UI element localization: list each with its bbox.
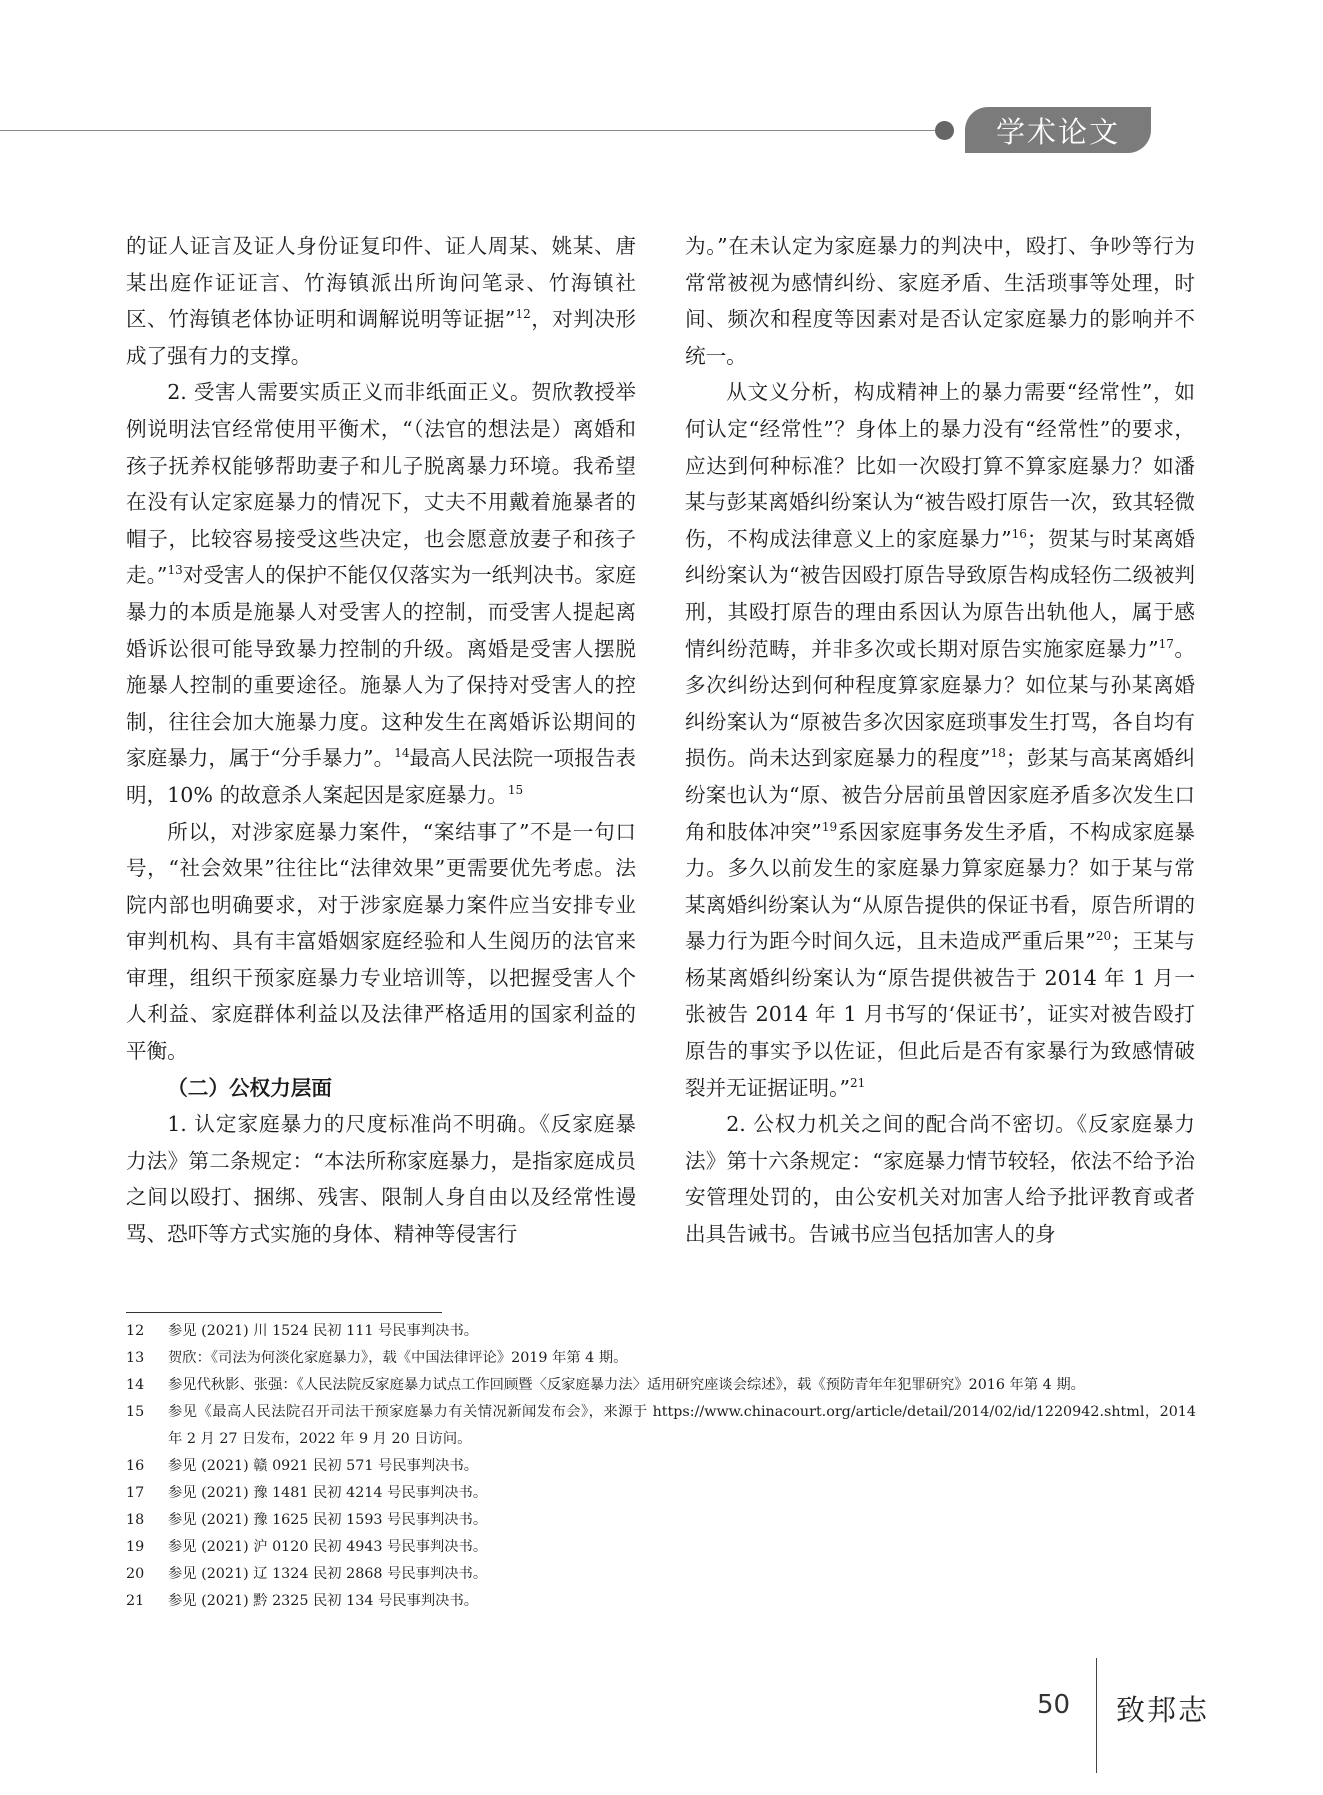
footnote-ref: 17 [1158,636,1174,651]
footnote-ref: 19 [821,819,838,834]
footnote-ref: 20 [1095,929,1112,944]
footnote-ref: 13 [167,563,183,578]
footnote-ref: 14 [394,746,410,761]
paragraph: 1. 认定家庭暴力的尺度标准尚不明确。《反家庭暴力法》第二条规定：“本法所称家庭暴力，是指家庭成员之间以殴打、捆绑、残害、限制人身自由以及经常性谩骂、恐吓等方式实施的身体、精神等侵害行 [126,1112,636,1247]
footnote-ref: 21 [849,1075,866,1090]
footer-divider [1096,1658,1097,1773]
footnote: 18 参见 (2021) 豫 1625 民初 1593 号民事判决书。 [126,1512,488,1528]
paragraph: 2. 受害人需要实质正义而非纸面正义。贺欣教授举例说明法官经常使用平衡术，“（法官的想法是）离婚和孩子抚养权能够帮助妻子和儿子脱离暴力环境。我希望在没有认定家庭暴力的情况下，丈夫不用戴着施暴者的帽子，比较容易接受这些决定，也会愿意放妻子和孩子走。”$^{13}$对受害人的保护不能仅仅落实为一纸判决书。家庭暴力的本质是施暴人对受害人的控制，而受害人提起离婚诉讼很可能导致暴力控制的升级。离婚是受害人摆脱施暴人控制的重要途径。施暴人为了保持对受害人的控制，往往会加大施暴力度。这种发生在离婚诉讼期间的家庭暴力，属于“分手暴力”。$^{14}$最高人民法院一项报告表明，10% 的故意杀人案起因是家庭暴力。$^{15}$ [126,380,636,807]
footnote: 15 参见《最高人民法院召开司法干预家庭暴力有关情况新闻发布会》，来源于 https://www.chinacourt.org/article/detail/2014/02/id/1220942.shtml，2014 年 2 月 27 日发布，2022 年 9 月 20 日访问。 [126,1404,1196,1447]
page-number: 50 [1037,1690,1071,1720]
footnote-divider [126,1312,442,1313]
right-column [685,228,1195,1253]
footnote: 17 参见 (2021) 豫 1481 民初 4214 号民事判决书。 [126,1485,488,1501]
section-tab [965,107,1151,153]
paragraph: 所以，对涉家庭暴力案件，“案结事了”不是一句口号，“社会效果”往往比“法律效果”更需要优先考虑。法院内部也明确要求，对于涉家庭暴力案件应当安排专业审判机构、具有丰富婚姻家庭经验和人生阅历的法官来审理，组织干预家庭暴力专业培训等，以把握受害人个人利益、家庭群体利益以及法律严格适用的国家利益的平衡。 [126,819,636,1064]
footnote: 21 参见 (2021) 黔 2325 民初 134 号民事判决书。 [126,1593,479,1609]
paragraph: 为。”在未认定为家庭暴力的判决中，殴打、争吵等行为常常被视为感情纠纷、家庭矛盾、生活琐事等处理，时间、频次和程度等因素对是否认定家庭暴力的影响并不统一。 [685,234,1195,368]
section-label: 学术论文 [995,114,1120,149]
footnote: 19 参见 (2021) 沪 0120 民初 4943 号民事判决书。 [126,1539,488,1555]
footnote: 16 参见 (2021) 赣 0921 民初 571 号民事判决书。 [126,1458,479,1474]
journal-name: 致邦志 [1116,1693,1210,1727]
paragraph: 2. 公权力机关之间的配合尚不密切。《反家庭暴力法》第十六条规定：“家庭暴力情节较轻，依法不给予治安管理处罚的，由公安机关对加害人给予批评教育或者出具告诫书。告诫书应当包括加害人的身 [685,1112,1195,1247]
header-rule [0,130,945,131]
footnotes [126,1318,1196,1615]
footnote: 13 贺欣：《司法为何淡化家庭暴力》，载《中国法律评论》2019 年第 4 期。 [126,1350,628,1366]
header-dot-icon [935,121,954,140]
footnote-ref: 16 [1011,526,1027,541]
paragraph: 从文义分析，构成精神上的暴力需要“经常性”，如何认定“经常性”？身体上的暴力没有“经常性”的要求，应达到何种标准？比如一次殴打算不算家庭暴力？如潘某与彭某离婚纠纷案认为“被告殴打原告一次，致其轻微伤，不构成法律意义上的家庭暴力”$^{16}$；贺某与时某离婚纠纷案认为“被告因殴打原告导致原告构成轻伤二级被判刑，其殴打原告的理由系因认为原告出轨他人，属于感情纠纷范畴，并非多次或长期对原告实施家庭暴力”$^{17}$。多次纠纷达到何种程度算家庭暴力？如位某与孙某离婚纠纷案认为“原被告多次因家庭琐事发生打骂，各自均有损伤。尚未达到家庭暴力的程度”$^{18}$；彭某与高某离婚纠纷案也认为“原、被告分居前虽曾因家庭矛盾多次发生口角和肢体冲突”$^{19}$系因家庭事务发生矛盾，不构成家庭暴力。多久以前发生的家庭暴力算家庭暴力？如于某与常某离婚纠纷案认为“从原告提供的保证书看，原告所谓的暴力行为距今时间久远，且未造成严重后果”$^{20}$；王某与杨某离婚纠纷案认为“原告提供被告于 2014 年 1 月一张被告 2014 年 1 月书写的‘保证书’，证实对被告殴打原告的事实予以佐证，但此后是否有家暴行为致感情破裂并无证据证明。”$^{21}$ [685,380,1196,1100]
section-heading: （二）公权力层面 [167,1075,332,1100]
footnote: 20 参见 (2021) 辽 1324 民初 2868 号民事判决书。 [126,1566,488,1582]
footnote: 12 参见 (2021) 川 1524 民初 111 号民事判决书。 [126,1323,479,1339]
footnote: 14 参见代秋影、张强：《人民法院反家庭暴力试点工作回顾暨〈反家庭暴力法〉适用研究座谈会综述》，载《预防青年年犯罪研究》2016 年第 4 期。 [126,1377,1085,1393]
left-column [126,228,636,1253]
footnote-ref: 12 [515,307,531,322]
paragraph: 的证人证言及证人身份证复印件、证人周某、姚某、唐某出庭作证证言、竹海镇派出所询问笔录、竹海镇社区、竹海镇老体协证明和调解说明等证据”$^{12}$，对判决形成了强有力的支撑。 [126,234,637,368]
footnote-ref: 18 [990,746,1006,761]
footnote-ref: 15 [507,783,524,798]
